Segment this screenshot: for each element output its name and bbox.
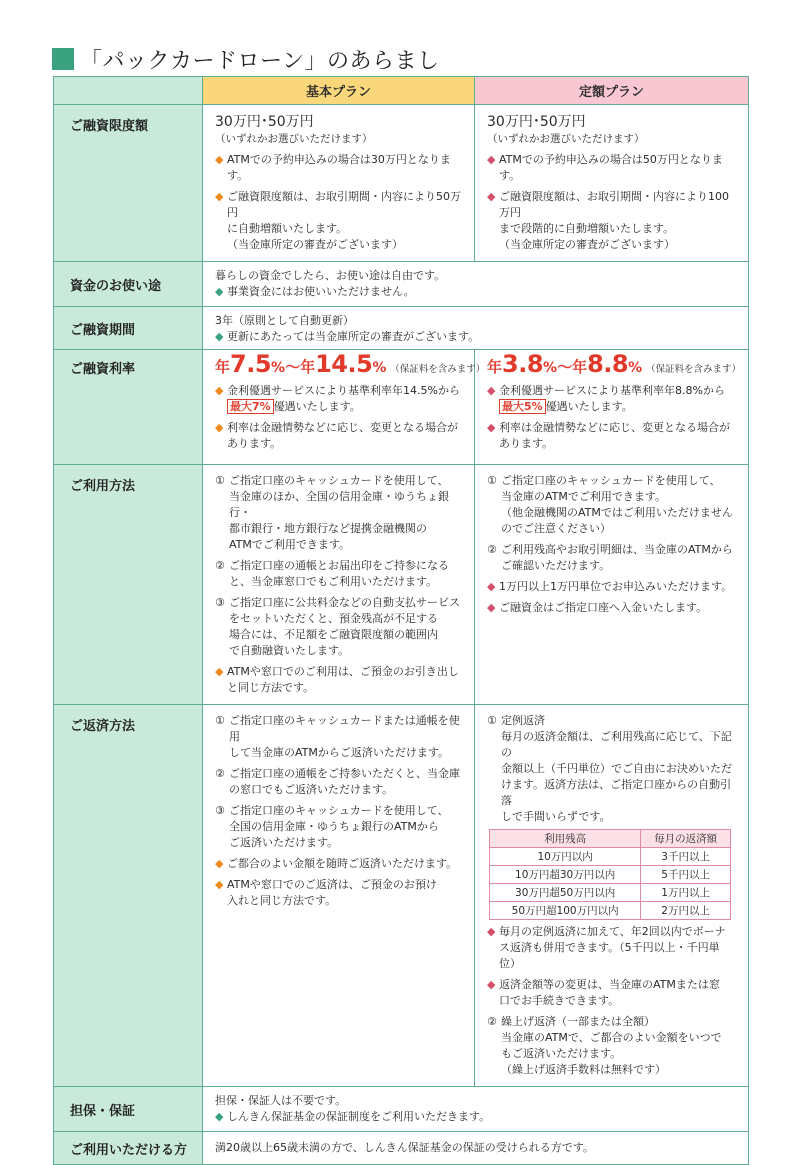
diamond-icon: ◆ (215, 421, 224, 434)
eligible-text: 満20歳以上65歳未満の方で、しんきん保証基金の保証の受けられる方です。 (215, 1141, 594, 1154)
item-number: ① (487, 474, 497, 487)
limit-bullet: ご融資限度額は、お取引期間・内容により100万円 (499, 190, 729, 219)
limit-basic (203, 105, 475, 262)
rate-bullet: 優遇いたします。 (545, 400, 633, 413)
eligible-content (203, 1132, 749, 1165)
diamond-icon: ◆ (487, 153, 496, 166)
row-limit (54, 105, 749, 262)
row-label (54, 465, 203, 705)
diamond-icon: ◆ (487, 421, 496, 434)
table-row: 10万円超30万円以内 5千円以上 (490, 866, 731, 884)
diamond-icon: ◆ (215, 857, 224, 870)
limit-note: （いずれかお選びいただけます） (487, 133, 645, 145)
row-guarantee (54, 1087, 749, 1132)
guarantee-bullet: しんきん保証基金の保証制度をご利用いただきます。 (227, 1110, 491, 1123)
row-label (54, 1087, 203, 1132)
repay-fixed: ① 定例返済 毎月の返済金額は、ご利用残高に応じて、下記の 金額以上（千円単位）でご自由にお決めいただ けます。返済方法は、ご指定口座からの自動引落 しで手間いらずです。 利用残高 毎月の返済額 10万円以内 3千円以上 10万円超30万円以内 5千円以上 30万円超50万円以内 1万円以上 50万円超100万円以内 2万円以上 ◆ 毎月の定例返済に加えて、年2回以内でボーナ ス返済も併用できます。（5千円以上・千円単位） ◆ 返済金額等の変更は、当金庫のATMまたは窓 口でお手続きできます。 ② 繰上げ返済（一部または全額） 当金庫のATMで、ご都合のよい金額をいつで もご返済いただけます。 （繰上げ返済手数料は無料です） (475, 705, 749, 1087)
limit-amount: 30万円･50万円 (487, 114, 586, 130)
limit-amount: 30万円･50万円 (215, 114, 314, 130)
limit-bullet: まで段階的に自動増額いたします。 (499, 222, 675, 235)
diamond-icon: ◆ (487, 601, 496, 614)
row-label-text: 資金のお使い途 (70, 278, 162, 294)
diamond-icon: ◆ (487, 190, 496, 203)
row-label-text: ご融資利率 (70, 362, 136, 377)
row-label-text: ご利用いただける方 (70, 1142, 188, 1158)
guarantee-content (203, 1087, 749, 1132)
page-title-text: 「パックカードローン」のあらまし (80, 48, 440, 74)
row-eligible (54, 1132, 749, 1165)
item-number: ② (215, 767, 225, 780)
item-number: ① (487, 714, 497, 727)
diamond-icon: ◆ (215, 153, 224, 166)
rate-bullet: 金利優遇サービスにより基準利率年8.8%から (499, 384, 725, 397)
rate-range: 年3.8%～年8.8% （保証料を含みます） (487, 350, 741, 378)
overview-table (53, 76, 749, 1165)
rate-bullet: 利率は金融情勢などに応じ、変更となる場合が (499, 421, 730, 434)
term-text: 3年（原則として自動更新） (215, 314, 354, 327)
limit-bullet: に自動増額いたします。 (227, 222, 348, 235)
header-basic-plan: 基本プラン (203, 77, 475, 105)
diamond-icon: ◆ (215, 1110, 224, 1123)
rate-bullet: あります。 (227, 437, 282, 450)
rate-fixed (475, 350, 749, 465)
usage-bullet: ご融資金はご指定口座へ入金いたします。 (499, 601, 708, 614)
use-content (203, 262, 749, 307)
usage-basic: ① ご指定口座のキャッシュカードを使用して、 当金庫のほか、全国の信用金庫・ゆうちょ銀行・ 都市銀行・地方銀行など提携金融機関の ATMでご利用できます。 ② ご指定口座の通帳とお届出印をご持参になる と、当金庫窓口でもご利用いただけます。 ③ ご指定口座に公共料金などの自動支払サービス をセットいただくと、預金残高が不足する 場合には、不足額をご融資限度額の範囲内 で自動融資いたします。 ◆ ATMや窓口でのご利用は、ご預金のお引き出し と同じ方法です。 (203, 465, 475, 705)
term-bullet: 更新にあたっては当金庫所定の審査がございます。 (227, 330, 480, 343)
row-label-text: 担保・保証 (70, 1103, 136, 1119)
repay-bullet: ご都合のよい金額を随時ご返済いただけます。 (227, 857, 458, 870)
item-number: ② (215, 559, 225, 572)
header-blank (54, 77, 203, 105)
row-label (54, 105, 203, 262)
row-use (54, 262, 749, 307)
rate-range: 年7.5%～年14.5% （保証料を含みます） (215, 350, 486, 378)
row-label (54, 307, 203, 350)
schedule-col-header: 毎月の返済額 (641, 830, 731, 848)
table-row: 30万円超50万円以内 1万円以上 (490, 884, 731, 902)
item-number: ② (487, 1015, 497, 1028)
table-row: 10万円以内 3千円以上 (490, 848, 731, 866)
row-label (54, 705, 203, 1087)
header-row (54, 77, 749, 105)
limit-bullet: （当金庫所定の審査がございます） (499, 238, 675, 251)
rate-highlight-badge: 最大5% (499, 399, 546, 414)
rate-bullet: 利率は金融情勢などに応じ、変更となる場合が (227, 421, 458, 434)
rate-bullet: 金利優遇サービスにより基準利率年14.5%から (227, 384, 460, 397)
term-content (203, 307, 749, 350)
limit-bullet: ATMでの予約申込みの場合は50万円となります。 (499, 153, 723, 182)
limit-bullet: （当金庫所定の審査がございます） (227, 238, 403, 251)
diamond-icon: ◆ (487, 580, 496, 593)
diamond-icon: ◆ (487, 384, 496, 397)
diamond-icon: ◆ (215, 285, 224, 298)
item-number: ③ (215, 804, 225, 817)
row-rate (54, 350, 749, 465)
item-number: ① (215, 474, 225, 487)
table-row: 50万円超100万円以内 2万円以上 (490, 902, 731, 920)
limit-note: （いずれかお選びいただけます） (215, 133, 373, 145)
rate-bullet: 優遇いたします。 (273, 400, 361, 413)
repay-heading: 定例返済 (501, 714, 545, 727)
guarantee-text: 担保・保証人は不要です。 (215, 1094, 347, 1107)
use-text: 暮らしの資金でしたら、お使い途は自由です。 (215, 269, 446, 282)
limit-bullet: ご融資限度額は、お取引期間・内容により50万円 (227, 190, 461, 219)
row-repay (54, 705, 749, 1087)
row-usage (54, 465, 749, 705)
row-label-text: ご融資限度額 (70, 119, 149, 134)
rate-basic (203, 350, 486, 465)
row-label (54, 1132, 203, 1165)
diamond-icon: ◆ (215, 384, 224, 397)
item-number: ② (487, 543, 497, 556)
row-label-text: ご利用方法 (70, 479, 136, 494)
row-label (54, 262, 203, 307)
repay-basic: ① ご指定口座のキャッシュカードまたは通帳を使用 して当金庫のATMからご返済いただけます。 ② ご指定口座の通帳をご持参いただくと、当金庫 の窓口でもご返済いただけます。 ③ ご指定口座のキャッシュカードを使用して、 全国の信用金庫・ゆうちょ銀行のATMから ご返済いただけます。 ◆ ご都合のよい金額を随時ご返済いただけます。 ◆ ATMや窓口でのご返済は、ご預金のお預け 入れと同じ方法です。 (203, 705, 475, 1087)
schedule-col-header: 利用残高 (490, 830, 641, 848)
diamond-icon: ◆ (215, 665, 224, 678)
item-number: ① (215, 714, 225, 727)
limit-bullet: ATMでの予約申込みの場合は30万円となります。 (227, 153, 451, 182)
row-label-text: ご返済方法 (70, 719, 136, 734)
header-fixed-plan: 定額プラン (475, 77, 749, 105)
item-number: ③ (215, 596, 225, 609)
use-bullet: 事業資金にはお使いいただけません。 (227, 285, 415, 298)
repayment-schedule-table (489, 829, 731, 920)
row-label-text: ご融資期間 (70, 322, 136, 338)
usage-bullet: 1万円以上1万円単位でお申込みいただけます。 (499, 580, 733, 593)
row-label (54, 350, 203, 465)
diamond-icon: ◆ (487, 925, 496, 938)
rate-bullet: あります。 (499, 437, 554, 450)
page-title (52, 44, 440, 74)
limit-fixed (475, 105, 749, 262)
title-square-icon (52, 48, 74, 70)
repay-heading: 繰上げ返済（一部または全額） (501, 1015, 655, 1028)
rate-highlight-badge: 最大7% (227, 399, 274, 414)
diamond-icon: ◆ (215, 190, 224, 203)
diamond-icon: ◆ (215, 330, 224, 343)
row-term (54, 307, 749, 350)
usage-fixed: ① ご指定口座のキャッシュカードを使用して、 当金庫のATMでご利用できます。 （他金融機関のATMではご利用いただけません のでご注意ください） ② ご利用残高やお取引明細は、当金庫のATMから ご確認いただけます。 ◆ 1万円以上1万円単位でお申込みいただけます。 ◆ ご融資金はご指定口座へ入金いたします。 (475, 465, 749, 705)
diamond-icon: ◆ (215, 878, 224, 891)
diamond-icon: ◆ (487, 978, 496, 991)
